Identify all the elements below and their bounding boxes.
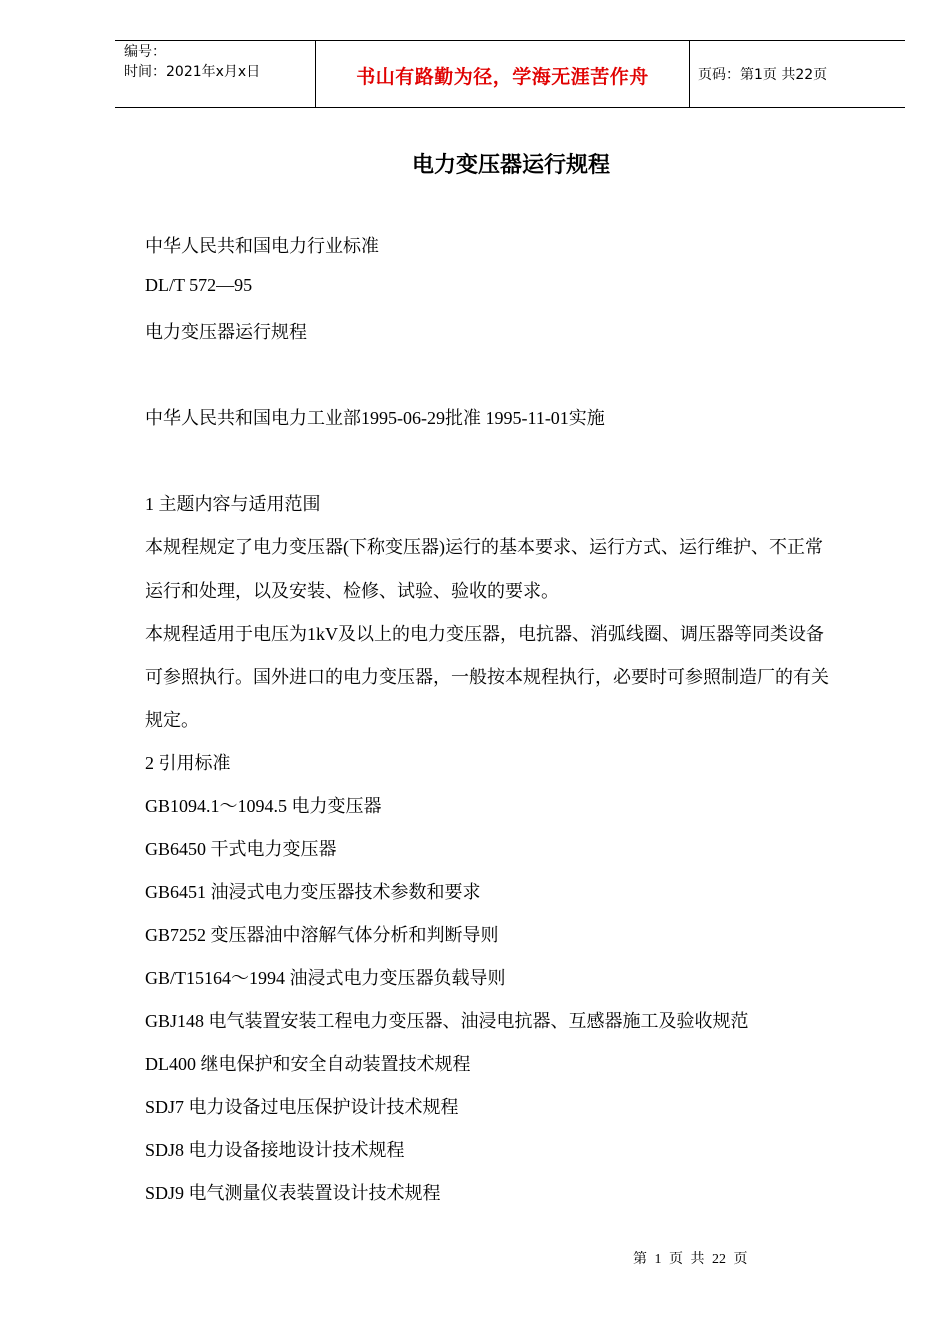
body-line: 本规程适用于电压为1kV及以上的电力变压器，电抗器、消弧线圈、调压器等同类设备 [145, 624, 824, 644]
header-meta [124, 42, 260, 82]
body-line: 规定。 [145, 710, 199, 730]
document-title: 电力变压器运行规程 [411, 153, 610, 178]
body-line: 运行和处理，以及安装、检修、试验、验收的要求。 [145, 581, 559, 601]
reference-item: SDJ9 电气测量仪表装置设计技术规程 [145, 1183, 441, 1203]
body-line: 电力变压器运行规程 [145, 322, 307, 342]
reference-item: GB6451 油浸式电力变压器技术参数和要求 [145, 882, 481, 902]
reference-item: GB/T15164～1994 油浸式电力变压器负载导则 [145, 968, 506, 988]
body-line: 中华人民共和国电力工业部1995-06-29批准 1995-11-01实施 [145, 408, 605, 428]
page-footer: 第 1 页 共 22 页 [633, 1252, 748, 1267]
reference-item: GBJ148 电气装置安装工程电力变压器、油浸电抗器、互感器施工及验收规范 [145, 1011, 749, 1031]
header-divider-right [689, 40, 690, 107]
header-page-info: 页码：第1页 共22页 [698, 67, 828, 83]
header-bottom-rule [115, 107, 905, 108]
reference-item: GB1094.1～1094.5 电力变压器 [145, 796, 382, 816]
body-line: 本规程规定了电力变压器(下称变压器)运行的基本要求、运行方式、运行维护、不正常 [145, 537, 823, 557]
reference-item: GB6450 干式电力变压器 [145, 839, 337, 859]
body-line: 可参照执行。国外进口的电力变压器，一般按本规程执行，必要时可参照制造厂的有关 [145, 667, 829, 687]
header-motto: 书山有路勤为径，学海无涯苦作舟 [356, 66, 649, 88]
reference-item: GB7252 变压器油中溶解气体分析和判断导则 [145, 925, 499, 945]
body-line: DL/T 572—95 [145, 275, 253, 295]
header-time-label: 时间：2021年x月x日 [124, 64, 261, 80]
section-heading: 2 引用标准 [145, 753, 231, 773]
header-number-label: 编号： [124, 44, 166, 60]
reference-item: SDJ7 电力设备过电压保护设计技术规程 [145, 1097, 459, 1117]
section-heading: 1 主题内容与适用范围 [145, 494, 321, 514]
header-top-rule [115, 40, 905, 41]
reference-item: DL400 继电保护和安全自动装置技术规程 [145, 1054, 471, 1074]
reference-item: SDJ8 电力设备接地设计技术规程 [145, 1140, 405, 1160]
body-line: 中华人民共和国电力行业标准 [145, 236, 379, 256]
